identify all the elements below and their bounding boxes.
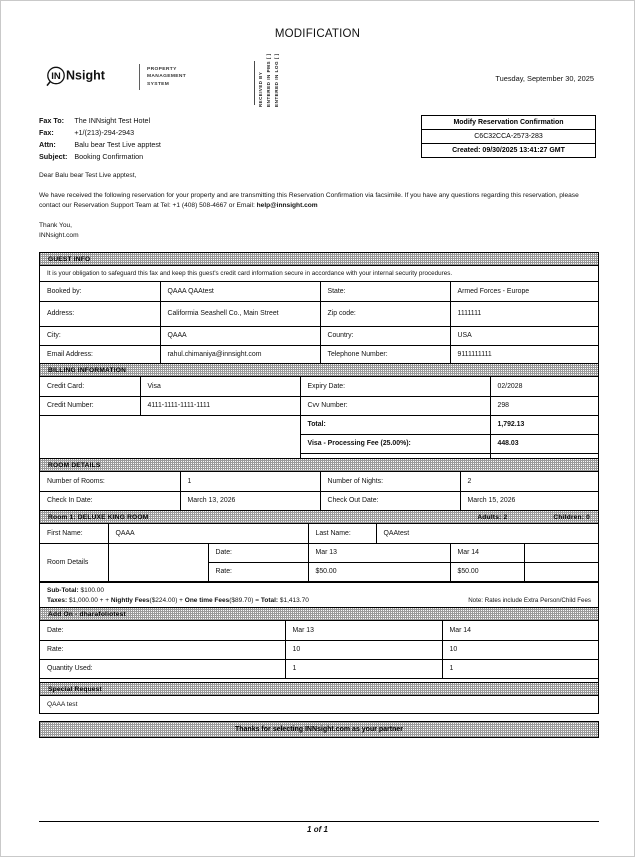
guest-info-table	[40, 282, 598, 364]
table-row	[40, 543, 598, 562]
room-1-footnote	[40, 582, 598, 610]
num-nights-label: Number of Nights:	[320, 472, 460, 491]
attn-row	[39, 138, 161, 150]
stamp-received-by: RECEIVED BY	[258, 71, 263, 107]
received-stamp-block	[254, 49, 282, 111]
room-1-occupancy	[477, 514, 590, 521]
credit-card-label: Credit Card:	[40, 377, 140, 396]
special-request-section	[39, 682, 599, 714]
stamp-divider-rule	[254, 61, 255, 105]
special-request-heading: Special Request	[40, 683, 598, 696]
billing-heading: BILLING INFORMATION	[40, 364, 598, 377]
addon-rate-1: 10	[285, 640, 442, 659]
guest-info-notice: It is your obligation to safeguard this fax and keep this guest's credit card information secure in accordance with your internal security procedures.	[40, 266, 598, 282]
city-label: City:	[40, 326, 160, 345]
billing-information-section	[39, 363, 599, 473]
addon-qty-1: 1	[285, 659, 442, 678]
logo-tagline-line-3: SYSTEM	[147, 81, 170, 87]
credit-card-value: Visa	[140, 377, 300, 396]
total-label: Total:	[300, 415, 490, 434]
support-email: help@innsight.com	[256, 202, 318, 209]
addon-date-1: Mar 13	[285, 621, 442, 640]
fax-to-label: Fax To:	[39, 115, 65, 125]
confirmation-code: C6C32CCA-2573-283	[422, 129, 595, 144]
confirmation-box	[421, 115, 596, 158]
fax-to-value: The INNsight Test Hotel	[74, 115, 151, 125]
addon-table	[40, 621, 598, 678]
room-details-table	[40, 472, 598, 510]
taxes-total-label: Total:	[260, 596, 279, 604]
state-label: State:	[320, 282, 450, 301]
num-rooms-value: 1	[180, 472, 320, 491]
checkout-label: Check Out Date:	[320, 491, 460, 510]
logo-tagline	[147, 66, 186, 88]
country-value: USA	[450, 326, 598, 345]
room-1-table	[40, 524, 598, 582]
room-1-note: Note: Rates include Extra Person/Child Fees	[468, 596, 591, 604]
checkout-value: March 15, 2026	[460, 491, 598, 510]
table-row	[40, 326, 598, 345]
address-label: Address:	[40, 301, 160, 326]
letter-salutation: Dear Balu bear Test Live apptest,	[39, 172, 137, 179]
zip-value: 1111111	[450, 301, 598, 326]
room-rate-2: $50.00	[450, 562, 524, 581]
table-row	[40, 640, 598, 659]
table-row	[40, 396, 598, 415]
document-date: Tuesday, September 30, 2025	[495, 74, 594, 83]
room-1-children: Children: 0	[553, 514, 590, 521]
room-date-label: Date:	[208, 543, 308, 562]
table-row	[40, 621, 598, 640]
checkin-value: March 13, 2026	[180, 491, 320, 510]
expiry-label: Expiry Date:	[300, 377, 490, 396]
svg-text:IN: IN	[51, 71, 61, 82]
room-1-heading	[40, 511, 598, 524]
room-date-2: Mar 14	[450, 543, 524, 562]
nightly-fees-value: ($224.00)	[149, 596, 178, 604]
addon-qty-2: 1	[442, 659, 598, 678]
page-number: 1 of 1	[307, 825, 328, 834]
room-rate-blank	[524, 562, 598, 581]
room-rate-1: $50.00	[308, 562, 450, 581]
country-label: Country:	[320, 326, 450, 345]
total-value: 1,792.13	[490, 415, 598, 434]
table-row	[40, 415, 598, 434]
letter-paragraph	[39, 191, 599, 212]
logo-divider	[139, 64, 140, 90]
first-name-value: QAAA	[108, 524, 308, 543]
fax-info-block	[39, 114, 161, 163]
table-row	[40, 345, 598, 364]
subject-row	[39, 151, 161, 163]
nightly-fees-label: Nightly Fees	[110, 596, 150, 604]
onetime-fees-label: One time Fees	[184, 596, 230, 604]
page-title: MODIFICATION	[274, 28, 361, 40]
logo-tagline-line-2: MANAGEMENT	[147, 74, 187, 80]
addon-date-2: Mar 14	[442, 621, 598, 640]
zip-label: Zip code:	[320, 301, 450, 326]
addon-rate-label: Rate:	[40, 640, 285, 659]
room-details-heading: ROOM DETAILS	[40, 459, 598, 472]
processing-fee-value: 448.03	[490, 434, 598, 453]
room-1-adults: Adults: 2	[477, 514, 508, 521]
attn-label: Attn:	[39, 139, 56, 149]
letter-paragraph-text: We have received the following reservation for your property and are transmitting this Reservation Confirmation via facsimile. If you have any questions regarding this reservation, please contact our Reservation Support Team at Tel: +1 (408) 508-4667 or Email:	[39, 191, 579, 209]
room-1-subtotal	[47, 586, 591, 596]
email-value: rahul.chimaniya@innsight.com	[160, 345, 320, 364]
state-value: Armed Forces - Europe	[450, 282, 598, 301]
table-row	[40, 301, 598, 326]
room-date-1: Mar 13	[308, 543, 450, 562]
cvv-value: 298	[490, 396, 598, 415]
city-value: QAAA	[160, 326, 320, 345]
fax-number-row	[39, 126, 161, 138]
fax-to-row	[39, 114, 161, 126]
letter-signature: INNsight.com	[39, 232, 79, 239]
credit-number-label: Credit Number:	[40, 396, 140, 415]
room-date-blank	[524, 543, 598, 562]
confirmation-heading: Modify Reservation Confirmation	[453, 119, 564, 126]
subject-label: Subject:	[39, 152, 68, 162]
table-row	[40, 524, 598, 543]
svg-text:Nsight: Nsight	[66, 68, 105, 83]
subject-value: Booking Confirmation	[74, 152, 144, 162]
room-details-label: Room Details	[40, 543, 108, 581]
telephone-label: Telephone Number:	[320, 345, 450, 364]
addon-rate-2: 10	[442, 640, 598, 659]
guest-info-heading: GUEST INFO	[40, 253, 598, 266]
fax-value: +1/(213)-294-2943	[74, 127, 135, 137]
subtotal-value: $100.00	[80, 586, 104, 594]
table-row	[40, 282, 598, 301]
stamp-entered-in-log: ENTERED IN LOG [ ]	[274, 53, 279, 107]
addon-date-label: Date:	[40, 621, 285, 640]
fax-label: Fax:	[39, 127, 54, 137]
room-1-taxes: Taxes: $1,000.00 + + Nightly Fees($224.00) + One time Fees($89.70) = Total: $1,413.70	[47, 596, 309, 604]
address-value: Califormia Seashell Co., Main Street	[160, 301, 320, 326]
room-1-title: Room 1: DELUXE KING ROOM	[48, 514, 149, 521]
table-row	[40, 377, 598, 396]
addon-qty-label: Quantity Used:	[40, 659, 285, 678]
addon-heading: Add On - dharafoliotest	[40, 608, 598, 621]
letter-closing: Thank You,	[39, 221, 72, 229]
table-row	[40, 491, 598, 510]
stamp-entered-in-pms: ENTERED IN PMS [ ]	[266, 53, 271, 107]
telephone-value: 9111111111	[450, 345, 598, 364]
credit-number-value: 4111-1111-1111-1111	[140, 396, 300, 415]
email-label: Email Address:	[40, 345, 160, 364]
room-details-section	[39, 458, 599, 511]
expiry-value: 02/2028	[490, 377, 598, 396]
letter-body	[39, 171, 599, 242]
confirmation-created: Created: 09/30/2025 13:41:27 GMT	[452, 147, 565, 154]
onetime-fees-value: ($89.70)	[229, 596, 254, 604]
table-row	[40, 472, 598, 491]
innsight-wordmark-icon	[45, 66, 131, 88]
booked-by-value: QAAA QAAtest	[160, 282, 320, 301]
last-name-value: QAAtest	[376, 524, 598, 543]
num-rooms-label: Number of Rooms:	[40, 472, 180, 491]
checkin-label: Check In Date:	[40, 491, 180, 510]
subtotal-label: Sub-Total:	[47, 586, 79, 594]
guest-info-section	[39, 252, 599, 365]
innsight-logo	[45, 64, 186, 90]
taxes-value: $1,000.00	[68, 596, 98, 604]
taxes-label: Taxes:	[47, 596, 68, 604]
taxes-total-value: $1,413.70	[279, 596, 309, 604]
room-rate-label: Rate:	[208, 562, 308, 581]
booked-by-label: Booked by:	[40, 282, 160, 301]
special-request-value: QAAA test	[47, 701, 78, 708]
last-name-label: Last Name:	[308, 524, 376, 543]
processing-fee-label: Visa - Processing Fee (25.00%):	[300, 434, 490, 453]
attn-value: Balu bear Test Live apptest	[74, 139, 161, 149]
first-name-label: First Name:	[40, 524, 108, 543]
thanks-banner: Thanks for selecting INNsight.com as your partner	[39, 721, 599, 738]
footer-divider	[39, 821, 599, 822]
room-1-section	[39, 510, 599, 611]
logo-tagline-line-1: PROPERTY	[147, 66, 177, 72]
cvv-label: Cvv Number:	[300, 396, 490, 415]
document-header	[39, 53, 596, 118]
table-row	[40, 659, 598, 678]
room-details-spacer	[108, 543, 208, 581]
num-nights-value: 2	[460, 472, 598, 491]
